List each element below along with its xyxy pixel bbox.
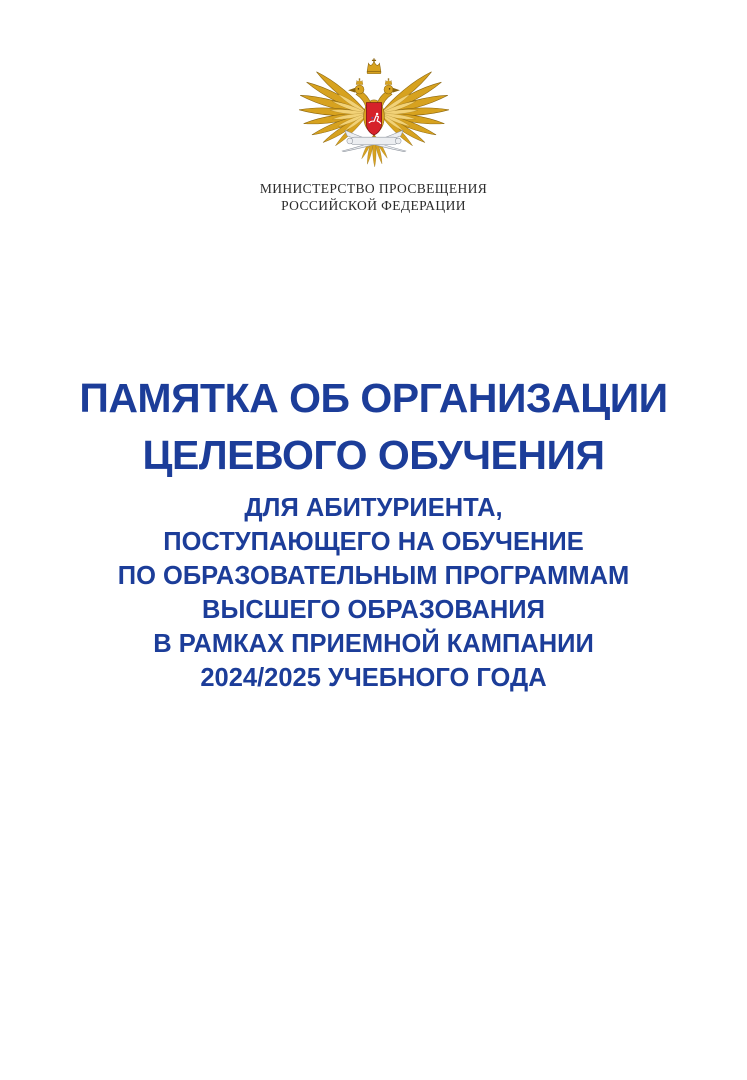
ministry-name xyxy=(0,181,747,214)
emblem-container xyxy=(0,54,747,172)
central-crown xyxy=(367,58,381,73)
document-subtitle-line-5: В РАМКАХ ПРИЕМНОЙ КАМПАНИИ xyxy=(153,630,594,658)
document-subtitle-line-1: ДЛЯ АБИТУРИЕНТА, xyxy=(244,494,503,522)
document-subtitle xyxy=(0,491,747,695)
document-title xyxy=(0,370,747,484)
document-subtitle-line-2: ПОСТУПАЮЩЕГО НА ОБУЧЕНИЕ xyxy=(163,528,584,556)
document-title-line-2: ЦЕЛЕВОГО ОБУЧЕНИЯ xyxy=(142,432,605,478)
document-subtitle-line-6: 2024/2025 УЧЕБНОГО ГОДА xyxy=(200,664,547,692)
russia-ministry-coat-of-arms-emblem xyxy=(298,54,450,172)
document-subtitle-line-4: ВЫСШЕГО ОБРАЗОВАНИЯ xyxy=(202,596,545,624)
ministry-name-line-2: РОССИЙСКОЙ ФЕДЕРАЦИИ xyxy=(281,197,466,213)
document-subtitle-line-3: ПО ОБРАЗОВАТЕЛЬНЫМ ПРОГРАММАМ xyxy=(117,562,630,590)
ministry-name-line-1: МИНИСТЕРСТВО ПРОСВЕЩЕНИЯ xyxy=(259,181,488,196)
document-title-line-1: ПАМЯТКА ОБ ОРГАНИЗАЦИИ xyxy=(79,375,668,421)
shield-st-george xyxy=(366,103,381,135)
